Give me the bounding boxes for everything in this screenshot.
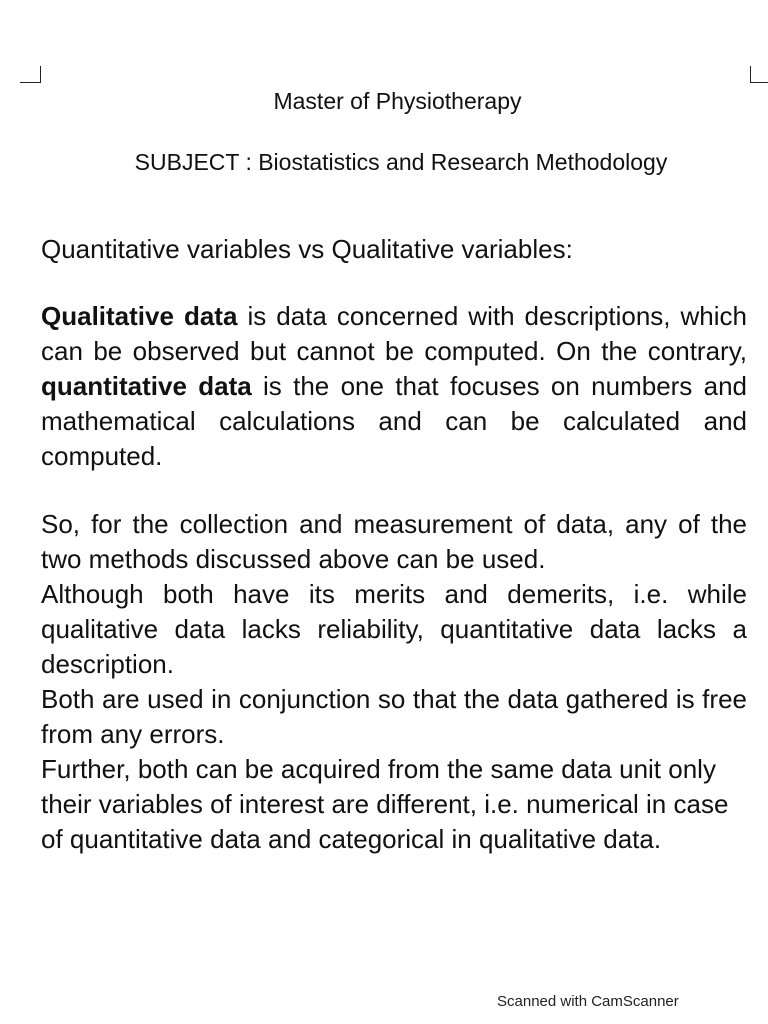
section-heading: Quantitative variables vs Qualitative variables: (41, 234, 573, 264)
paragraph-2-line-1: So, for the collection and measurement of data, any of the two methods discussed above can be used. (41, 509, 747, 574)
quantitative-data-term: quantitative data (41, 371, 252, 401)
paragraph-data-collection (41, 507, 747, 857)
paragraph-2-line-4: Further, both can be acquired from the same data unit only their variables of interest are different, i.e. numerical in case of quantitative data and categorical in qualitative data. (41, 754, 729, 854)
qualitative-data-term: Qualitative data (41, 301, 238, 331)
document-title: Master of Physiotherapy (273, 88, 522, 114)
paragraph-1-text-a: is data concerned with descriptions, which can be observed but cannot be computed. On the contrary, (41, 301, 747, 366)
paragraph-2-line-2: Although both have its merits and demerits, i.e. while qualitative data lacks reliability, quantitative data lacks a description. (41, 579, 747, 679)
paragraph-1-text-b: is the one that focuses on numbers and mathematical calculations and can be calculated and computed. (41, 371, 748, 471)
crop-mark-top-right (750, 66, 768, 83)
paragraph-qualitative-vs-quantitative (41, 299, 747, 474)
crop-mark-top-left (20, 66, 41, 83)
paragraph-1-text (41, 299, 747, 474)
paragraph-2-line-3: Both are used in conjunction so that the data gathered is free from any errors. (41, 684, 747, 749)
subject-line: SUBJECT : Biostatistics and Research Methodology (134, 149, 668, 175)
camscanner-watermark: Scanned with CamScanner (497, 993, 679, 1010)
